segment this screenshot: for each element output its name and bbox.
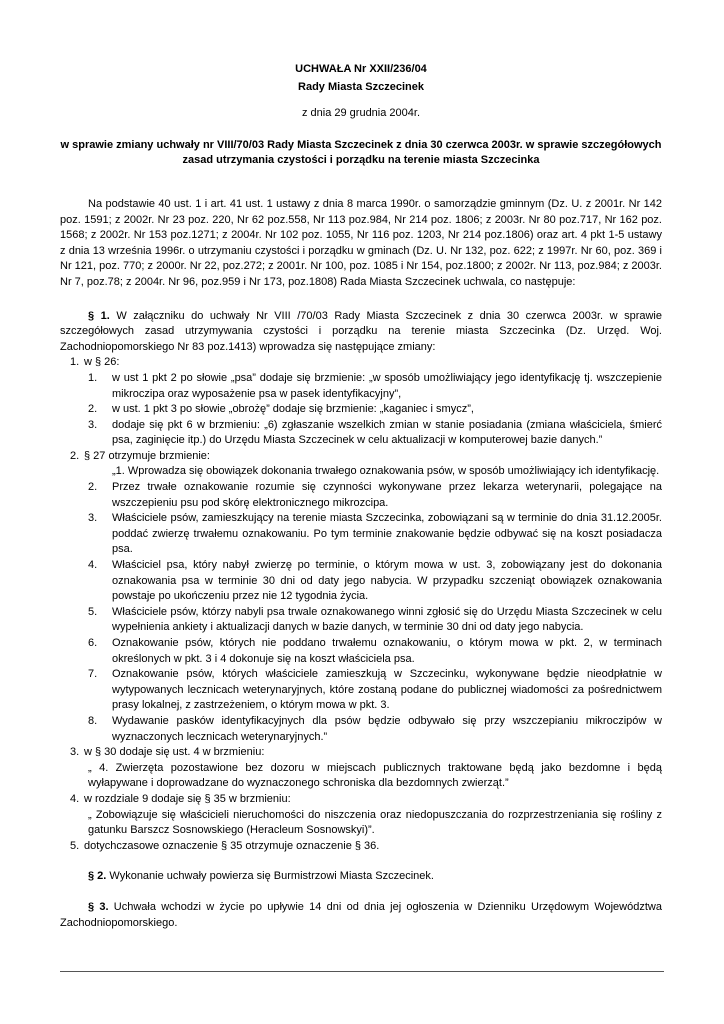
paragraph-3 <box>60 900 662 931</box>
sub-item-number: 3. <box>88 512 98 525</box>
sub-list-item <box>84 480 662 511</box>
paragraph-2-label: § 2. <box>88 870 107 883</box>
sub-item-number: 2. <box>88 481 98 494</box>
sub-item-number: 2. <box>88 403 98 416</box>
paragraph-1-label: § 1. <box>88 309 110 322</box>
item-quote: „ Zobowiązuje się właścicieli nieruchomości do niszczenia oraz niedopuszczania do rozprzestrzeniania się rośliny z gatunku Barszcz Sosnowskiego (Heracleum Sosnowskyi)”. <box>88 808 662 837</box>
sub-item-number: 1. <box>88 371 98 384</box>
list-item <box>60 745 662 792</box>
sub-item-number: 6. <box>88 637 98 649</box>
sub-list-item <box>84 418 662 449</box>
amendments-list <box>60 355 662 854</box>
item-text: dotychczasowe oznaczenie § 35 otrzymuje oznaczenie § 36. <box>84 839 380 852</box>
sub-list-item <box>84 605 662 636</box>
sub-item-number: 8. <box>88 714 98 727</box>
sub-list-item <box>84 464 662 480</box>
sub-item-text: Wydawanie pasków identyfikacyjnych dla psów będzie odbywało się przy wszczepianiu mikroczipów w wyznaczonych lecznicach weterynaryjnych.” <box>112 714 662 743</box>
council-name: Rady Miasta Szczecinek <box>298 80 424 93</box>
sub-list-item <box>84 511 662 558</box>
item-quote: „ 4. Zwierzęta pozostawione bez dozoru w miejscach publicznych traktowane będą jako bezdomne i będą wyłapywane i doprowadzane do wyznaczonego schroniska dla bezdomnych zwierząt.” <box>88 761 662 790</box>
resolution-title: UCHWAŁA Nr XXII/236/04 <box>295 63 427 75</box>
item-text: w rozdziale 9 dodaje się § 35 w brzmieniu: <box>84 792 291 805</box>
document-page <box>60 62 662 931</box>
footer-divider <box>60 971 664 972</box>
sub-item-text: w ust. 1 pkt 3 po słowie „obrożę” dodaje się brzmienie: „kaganiec i smycz”, <box>112 403 474 416</box>
legal-basis: Na podstawie 40 ust. 1 i art. 41 ust. 1 ustawy z dnia 8 marca 1990r. o samorządzie gminnym (Dz. U. z 2001r. Nr 142 poz. 1591; z 2002r. Nr 23 poz. 220, Nr 62 poz.558, Nr 113 poz.984, Nr 214 poz. 1806; z 2003r. Nr 80 poz.717, Nr 162 poz. 1568; z 2002r. Nr 153 poz.1271; z 2004r. Nr 102 poz. 1055, Nr 116 poz. 1203, Nr 214 poz.1806) oraz art. 4 pkt 1-5 ustawy z dnia 13 września 1996r. o utrzymaniu czystości i porządku w gminach (Dz. U. Nr 132, poz. 622; z 1997r. Nr 60, poz. 369 i Nr 121, poz. 770; z 2000r. Nr 22, poz.272; z 2001r. Nr 100, poz. 1085 i Nr 154, poz.1800; z 2002r. Nr 113, poz.984; z 2003r. Nr 7, poz.78; z 2004r. Nr 96, poz.959 i Nr 173, poz.1808) Rada Miasta Szczecinek uchwala, co następuje: <box>60 197 662 288</box>
sub-item-text: Właściciel psa, który nabył zwierzę po terminie, o którym mowa w ust. 3, zobowiązany jest do dokonania oznakowania psa w terminie 30 dni od daty jego nabycia. W przypadku szczeniąt obowiązek oznakowania powstaje po ukończeniu przez nie 12 tygodnia życia. <box>112 559 662 603</box>
list-item <box>60 449 662 745</box>
sub-list <box>84 371 662 449</box>
sub-item-number: 5. <box>88 605 98 618</box>
item-text: w § 30 dodaje się ust. 4 w brzmieniu: <box>84 746 265 759</box>
paragraph-1 <box>60 309 662 356</box>
list-item <box>60 355 662 449</box>
resolution-subject: w sprawie zmiany uchwały nr VIII/70/03 Rady Miasta Szczecinek z dnia 30 czerwca 2003r. w sprawie szczegółowych zasad utrzymania czystości i porządku na terenie miasta Szczecinka <box>60 138 662 167</box>
sub-item-text: Przez trwałe oznakowanie rozumie się czynności wykonywane przez lekarza weterynarii, polegające na wszczepieniu psu pod skórę elektronicznego mikrozcipa. <box>112 481 662 509</box>
paragraph-3-label: § 3. <box>88 900 109 913</box>
sub-item-text: „1. Wprowadza się obowiązek dokonania trwałego oznakowania psów, w sposób umożliwiający ich identyfikację. <box>112 465 660 478</box>
sub-item-number: 4. <box>88 559 98 572</box>
item-number: 1. <box>70 356 80 369</box>
resolution-date: z dnia 29 grudnia 2004r. <box>301 107 421 120</box>
sub-item-text: Właściciele psów, zamieszkujący na terenie miasta Szczecinka, zobowiązani są w terminie do dnia 31.12.2005r. poddać zwierzę trwałemu oznakowaniu. Po tym terminie znakowanie będzie odbywać się na koszt posiadacza psa. <box>112 512 662 556</box>
sub-item-text: Oznakowanie psów, których nie poddano trwałemu oznakowaniu, o którym mowa w pkt. 2, w terminach określonych w pkt. 3 i 4 dokonuje się na koszt właściciela psa. <box>112 637 662 665</box>
sub-list-item <box>84 558 662 605</box>
sub-item-text: Oznakowanie psów, których właściciele zamieszkują w Szczecinku, wykonywane będzie nieodpłatnie w wytypowanych lecznicach weterynaryjnych, które zostaną podane do publicznej wiadomości za pośrednictwem prasy lokalnej, z zastrzeżeniem, o którym mowa w pkt. 3. <box>112 668 662 712</box>
sub-item-text: w ust 1 pkt 2 po słowie „psa” dodaje się brzmienie: „w sposób umożliwiający jego identyfikację tj. wszczepienie mikroczipa oraz wyposażenie psa w pasek identyfikacyjny”, <box>112 371 662 400</box>
paragraph-1-text: W załączniku do uchwały Nr VIII /70/03 Rady Miasta Szczecinek z dnia 30 czerwca 2003r. w sprawie szczegółowych zasad utrzymywania czystości i porządku na terenie miasta Szczecinka (Dz. Urzęd. Woj. Zachodniopomorskiego Nr 83 poz.1413) wprowadza się następujące zmiany: <box>60 309 662 353</box>
sub-list-item <box>84 636 662 667</box>
list-item <box>60 839 662 855</box>
sub-list-item <box>84 402 662 418</box>
item-text: § 27 otrzymuje brzmienie: <box>84 449 210 462</box>
item-text: w § 26: <box>84 356 120 369</box>
sub-list-item <box>84 714 662 745</box>
list-item <box>60 792 662 839</box>
sub-item-text: Właściciele psów, którzy nabyli psa trwale oznakowanego winni zgłosić się do Urzędu Miasta Szczecinek w celu wypełnienia ankiety i aktualizacji danych w bazie danych, w terminie 30 dni od daty jego nabycia. <box>112 605 662 634</box>
sub-list <box>84 464 662 745</box>
item-number: 2. <box>70 449 80 462</box>
sub-item-number: 3. <box>88 418 98 431</box>
sub-item-text: dodaje się pkt 6 w brzmieniu: „6) zgłaszanie wszelkich zmian w stanie posiadania (zmiana właściciela, śmierć psa, zaginięcie itp.) do Urzędu Miasta Szczecinek w celu aktualizacji w komputerowej bazie danych.” <box>112 418 662 447</box>
paragraph-2 <box>60 869 662 885</box>
item-number: 4. <box>70 792 80 805</box>
paragraph-2-text: Wykonanie uchwały powierza się Burmistrzowi Miasta Szczecinek. <box>106 870 434 883</box>
item-number: 5. <box>70 839 80 852</box>
paragraph-3-text: Uchwała wchodzi w życie po upływie 14 dni od dnia jej ogłoszenia w Dzienniku Urzędowym Województwa Zachodniopomorskiego. <box>60 900 662 929</box>
sub-list-item <box>84 667 662 714</box>
sub-item-number: 7. <box>88 668 98 681</box>
item-number: 3. <box>70 746 80 759</box>
sub-list-item <box>84 371 662 402</box>
